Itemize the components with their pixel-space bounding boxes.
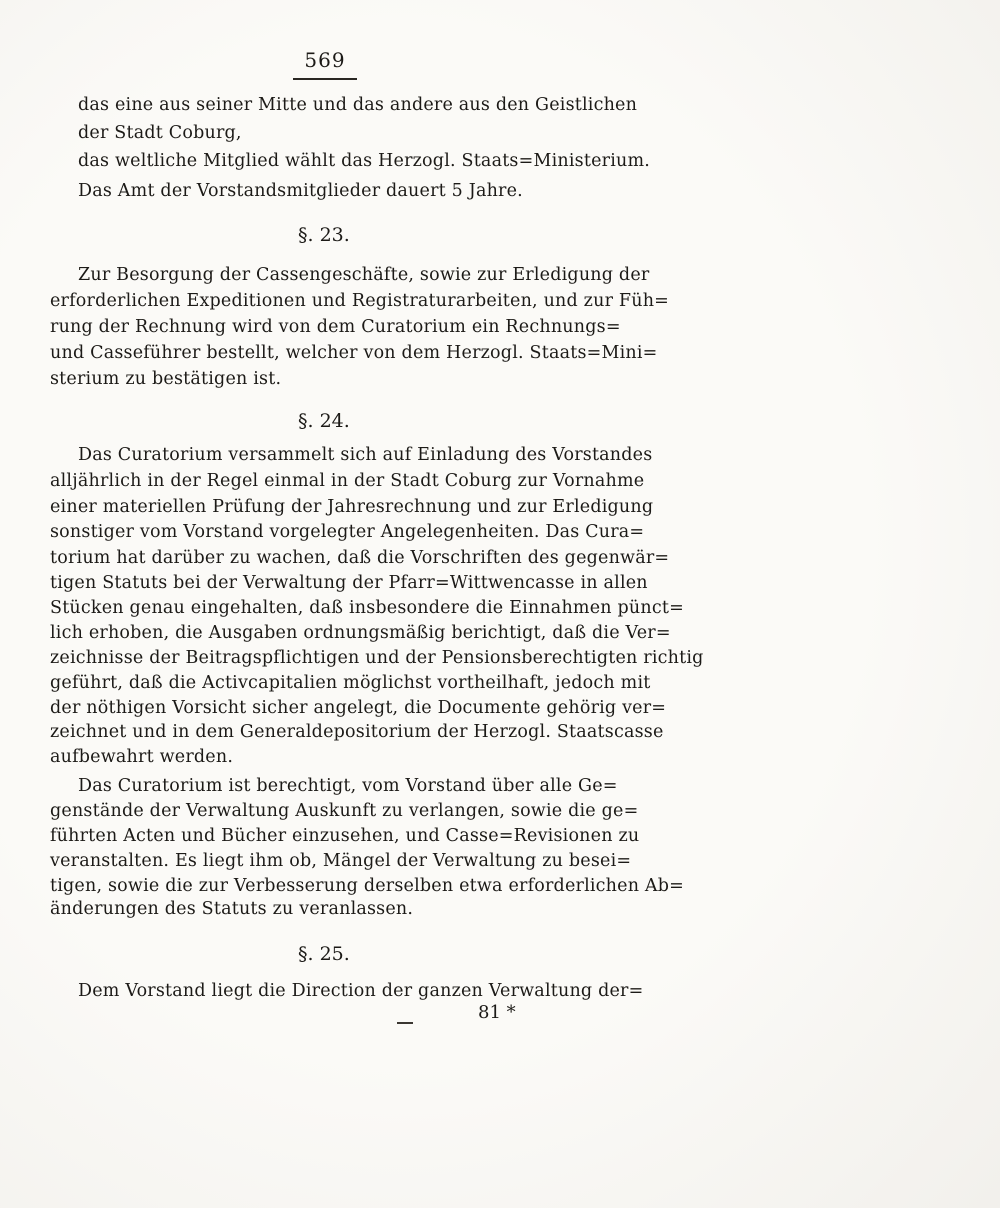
text-line: torium hat darüber zu wachen, daß die Vorschriften des gegenwär= xyxy=(50,548,670,568)
text-line: Das Amt der Vorstandsmitglieder dauert 5 Jahre. xyxy=(78,181,523,201)
text-line: Dem Vorstand liegt die Direction der ganzen Verwaltung der= xyxy=(78,981,644,1001)
dash-mark xyxy=(397,1022,413,1024)
text-line: Stücken genau eingehalten, daß insbesondere die Einnahmen pünct= xyxy=(50,598,684,618)
text-line: zeichnet und in dem Generaldepositorium der Herzogl. Staatscasse xyxy=(50,722,664,742)
text-line: rung der Rechnung wird von dem Curatorium ein Rechnungs= xyxy=(50,317,621,337)
text-line: sterium zu bestätigen ist. xyxy=(50,369,282,389)
text-line: tigen, sowie die zur Verbesserung derselben etwa erforderlichen Ab= xyxy=(50,876,685,896)
text-line: sonstiger vom Vorstand vorgelegter Angelegenheiten. Das Cura= xyxy=(50,522,645,542)
printer-signature: 81 * xyxy=(478,1002,516,1023)
text-line: genstände der Verwaltung Auskunft zu verlangen, sowie die ge= xyxy=(50,801,639,821)
text-line: das weltliche Mitglied wählt das Herzogl. Staats=Ministerium. xyxy=(78,151,651,171)
text-line: lich erhoben, die Ausgaben ordnungsmäßig berichtigt, daß die Ver= xyxy=(50,623,671,643)
text-line: Das Curatorium ist berechtigt, vom Vorstand über alle Ge= xyxy=(78,776,618,796)
section-heading-25: §. 25. xyxy=(298,943,350,965)
text-line: Zur Besorgung der Cassengeschäfte, sowie zur Erledigung der xyxy=(78,265,650,285)
text-line: führten Acten und Bücher einzusehen, und Casse=Revisionen zu xyxy=(50,826,640,846)
text-line: der nöthigen Vorsicht sicher angelegt, die Documente gehörig ver= xyxy=(50,698,667,718)
text-line: zeichnisse der Beitragspflichtigen und der Pensionsberechtigten richtig xyxy=(50,648,704,668)
text-line: geführt, daß die Activcapitalien möglichst vortheilhaft, jedoch mit xyxy=(50,673,651,693)
text-line: änderungen des Statuts zu veranlassen. xyxy=(50,899,414,919)
text-line: erforderlichen Expeditionen und Registraturarbeiten, und zur Füh= xyxy=(50,291,670,311)
text-line: der Stadt Coburg, xyxy=(78,123,242,143)
text-line: Das Curatorium versammelt sich auf Einladung des Vorstandes xyxy=(78,445,653,465)
section-heading-23: §. 23. xyxy=(298,224,350,246)
section-heading-24: §. 24. xyxy=(298,410,350,432)
page-number: 569 xyxy=(304,48,346,72)
page-number-rule xyxy=(293,78,357,80)
text-line: einer materiellen Prüfung der Jahresrechnung und zur Erledigung xyxy=(50,497,654,517)
text-line: aufbewahrt werden. xyxy=(50,747,234,767)
text-line: tigen Statuts bei der Verwaltung der Pfarr=Wittwencasse in allen xyxy=(50,573,648,593)
text-line: das eine aus seiner Mitte und das andere aus den Geistlichen xyxy=(78,95,638,115)
text-line: veranstalten. Es liegt ihm ob, Mängel der Verwaltung zu besei= xyxy=(50,851,632,871)
text-line: alljährlich in der Regel einmal in der Stadt Coburg zur Vornahme xyxy=(50,471,645,491)
text-line: und Casseführer bestellt, welcher von dem Herzogl. Staats=Mini= xyxy=(50,343,658,363)
